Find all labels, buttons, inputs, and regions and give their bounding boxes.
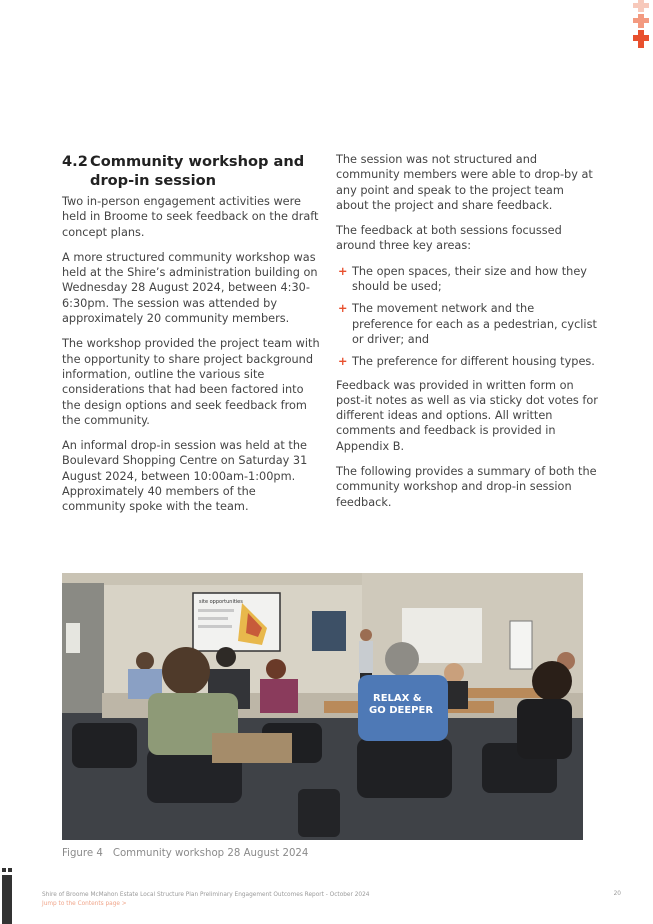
list-item: + The preference for different housing types. [338, 355, 595, 369]
contents-link[interactable]: Jump to the Contents page > [42, 901, 127, 907]
paragraph: An informal drop-in session was held at the Boulevard Shopping Centre on Saturday 31 August 2024, between 10:00am-1:00pm. Approximately 40 members of the community spoke with the team. [62, 439, 308, 514]
page-number: 20 [613, 891, 621, 897]
workshop-photo [62, 573, 583, 840]
brand-plus-icon [631, 0, 653, 50]
plus-bullet-icon: + [338, 264, 348, 278]
shirt-text-line2: GO DEEPER [369, 705, 434, 716]
figure-number: Figure 4 [62, 848, 103, 859]
paragraph: The session was not structured and community members were able to drop-by at any point and speak to the project team about the project and share feedback. [336, 153, 593, 212]
list-item: + The movement network and the preference for each as a pedestrian, cyclist or driver; and [338, 302, 597, 346]
paragraph: The feedback at both sessions focussed around three key areas: [336, 224, 562, 253]
right-column [336, 152, 598, 520]
section-heading [62, 152, 320, 190]
shirt-text-line1: RELAX & [373, 693, 422, 704]
paragraph: Two in-person engagement activities were held in Broome to seek feedback on the draft concept plans. [62, 195, 319, 239]
screen-title: site opportunities [199, 599, 243, 605]
paragraph: A more structured community workshop was held at the Shire’s administration building on Wednesday 28 August 2024, between 4:30-6:30pm. The session was attended by approximately 20 community members. [62, 250, 318, 326]
plus-bullet-icon: + [338, 302, 348, 316]
section-number: 4.2 [62, 153, 88, 170]
figure-caption-text: Community workshop 28 August 2024 [112, 848, 309, 859]
figure-caption [62, 848, 308, 859]
report-title: Shire of Broome McMahon Estate Local Structure Plan Preliminary Engagement Outcomes Report - October 2024 [42, 892, 370, 898]
brand-logo-icon [0, 866, 18, 924]
section-title: Community workshop and drop-in session [90, 153, 305, 189]
plus-bullet-icon: + [338, 355, 348, 369]
paragraph: The workshop provided the project team with the opportunity to share project background information, outline the various site considerations that had been factored into the design options and seek feedback from the community. [62, 337, 320, 427]
paragraph: Feedback was provided in written form on post-it notes as well as via sticky dot votes for different ideas and options. All written comments and feedback is provided in Appendix B. [336, 378, 598, 453]
footer [42, 891, 369, 909]
list-item: + The open spaces, their size and how they should be used; [338, 264, 587, 294]
key-areas-list [336, 264, 598, 370]
paragraph: The following provides a summary of both the community workshop and drop-in session feedback. [336, 465, 597, 509]
left-column [62, 152, 320, 525]
